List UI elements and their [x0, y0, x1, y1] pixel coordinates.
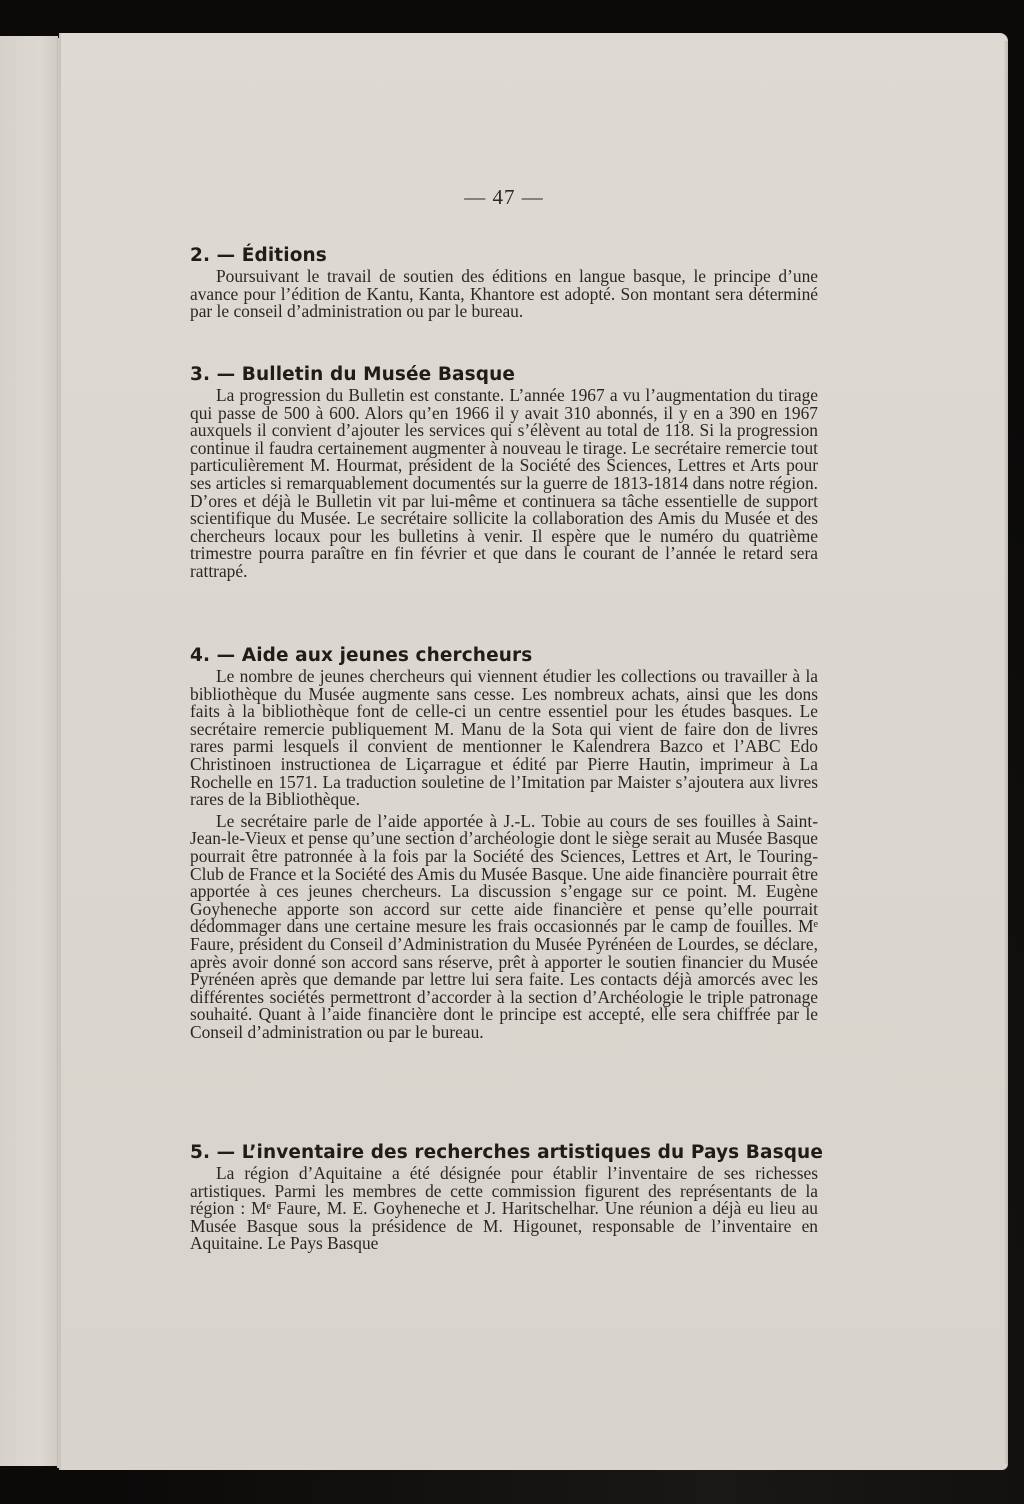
- section-heading: 2. — Éditions: [190, 245, 327, 266]
- section-paragraph: Poursuivant le travail de soutien des éditions en langue basque, le principe d’une avance pour l’édition de Kantu, Kanta, Khantore est adopté. Son montant sera déterminé par le conseil d’administration ou par le bureau.: [190, 266, 818, 322]
- section-heading: 5. — L’inventaire des recherches artistiques du Pays Basque: [190, 1142, 823, 1163]
- facing-page-edge: [0, 36, 58, 1466]
- section-editions: [190, 245, 818, 325]
- section-paragraph: La progression du Bulletin est constante. L’année 1967 a vu l’augmentation du tirage qui passe de 500 à 600. Alors qu’en 1966 il y avait 310 abonnés, il y en a 390 en 1967 auxquels il convient d’ajouter les services qui s’élèvent au total de 118. Si la progression continue il faudra certainement augmenter à nouveau le tirage. Le secrétaire remercie tout particulièrement M. Hourmat, président de la Société des Sciences, Lettres et Arts pour ses articles si remarquablement documentés sur la guerre de 1813-1814 dans notre région. D’ores et déjà le Bulletin vit par lui-même et continuera sa tâche essentielle de support scientifique du Musée. Le secrétaire sollicite la collaboration des Amis du Musée et des chercheurs locaux pour les bulletins à venir. Il espère que le numéro du quatrième trimestre pourra paraître en fin février et que dans le courant de l’année le retard sera rattrapé.: [190, 385, 818, 581]
- page-number: — 47 —: [464, 185, 544, 209]
- section-paragraph: La région d’Aquitaine a été désignée pour établir l’inventaire de ses richesses artistiques. Parmi les membres de cette commission figurent des représentants de la région : Mᵉ Faure, M. E. Goyheneche et J. Haritschelhar. Une réunion a déjà eu lieu au Musée Basque sous la présidence de M. Higounet, responsable de l’inventaire en Aquitaine. Le Pays Basque: [190, 1163, 818, 1254]
- section-bulletin: [190, 364, 818, 585]
- section-heading: 3. — Bulletin du Musée Basque: [190, 364, 516, 385]
- section-paragraph: Le nombre de jeunes chercheurs qui viennent étudier les collections ou travailler à la bibliothèque du Musée augmente sans cesse. Les nombreux achats, ainsi que les dons faits à la bibliothèque font de celle-ci un centre essentiel pour les études basques. Le secrétaire remercie publiquement M. Manu de la Sota qui vient de faire don de livres rares parmi lesquels il convient de mentionner le Kalendrera Bazco et l’ABC Edo Christinoen instructionea de Liçarrague et édité par Pierre Hautin, imprimeur à La Rochelle en 1571. La traduction souletine de l’Imitation par Maister s’ajoutera aux livres rares de la Bibliothèque.: [190, 666, 818, 810]
- section-art-inventory: [190, 1142, 823, 1257]
- document-page: [59, 33, 1008, 1470]
- section-young-researchers: [190, 645, 818, 1045]
- section-heading: 4. — Aide aux jeunes chercheurs: [190, 645, 533, 666]
- section-paragraph: Le secrétaire parle de l’aide apportée à J.-L. Tobie au cours de ses fouilles à Saint-Jean-le-Vieux et pense qu’une section d’archéologie dont le siège serait au Musée Basque pourrait être patronnée à la fois par la Société des Sciences, Lettres et Art, le Touring-Club de France et la Société des Amis du Musée Basque. Une aide financière pourrait être apportée à ces jeunes chercheurs. La discussion s’engage sur ce point. M. Eugène Goyheneche apporte son accord sur cette aide financière et pense qu’elle pourrait dédommager dans une certaine mesure les frais occasionnés par le camp de fouilles. Mᵉ Faure, président du Conseil d’Administration du Musée Pyrénéen de Lourdes, se déclare, après avoir donné son accord sans réserve, prêt à apporter le soutien financier du Musée Pyrénéen après que demande par lettre lui sera faite. Les contacts déjà amorcés avec les différentes sociétés permettront d’accorder à la section d’Archéologie le triple patronage souhaité. Quant à l’aide financière dont le principe est accepté, elle sera chiffrée par le Conseil d’administration ou par le bureau.: [190, 810, 818, 1042]
